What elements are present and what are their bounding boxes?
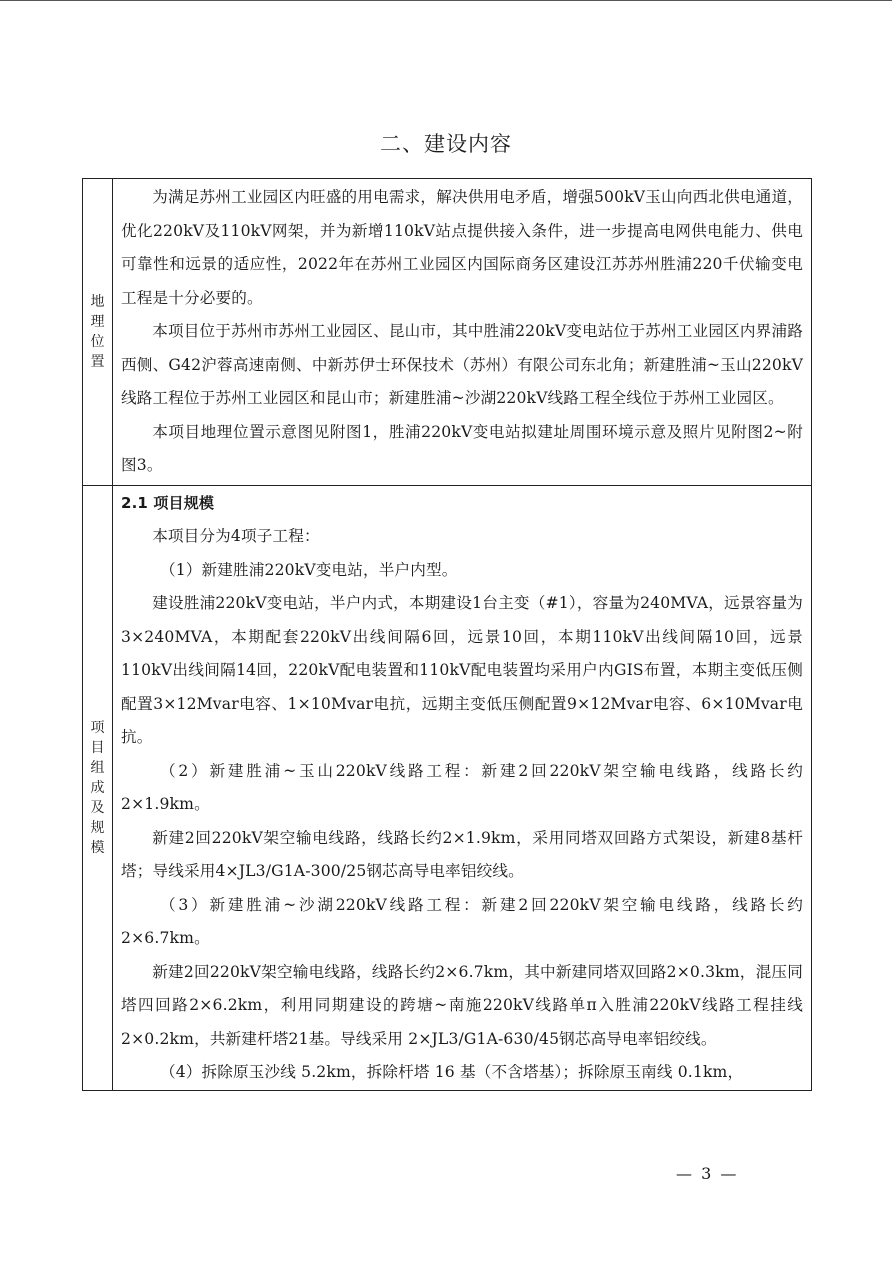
paragraph: （4）拆除原玉沙线 5.2km，拆除杆塔 16 基（不含塔基）；拆除原玉南线 0.1km， bbox=[160, 1063, 744, 1081]
label-char: 模 bbox=[90, 839, 105, 856]
label-char: 置 bbox=[90, 353, 105, 370]
label-char: 位 bbox=[90, 333, 105, 350]
paragraph: 本项目位于苏州市苏州工业园区、昆山市，其中胜浦220kV变电站位于苏州工业园区内界浦路西侧、G42沪蓉高速南侧、中新苏伊士环保技术（苏州）有限公司东北角；新建胜浦~玉山220kV线路工程位于苏州工业园区和昆山市；新建胜浦~沙湖220kV线路工程全线位于苏州工业园区。 bbox=[121, 322, 803, 407]
paragraph: 本项目分为4项子工程： bbox=[152, 527, 320, 545]
paragraph: 新建2回220kV架空输电线路，线路长约2×6.7km，其中新建同塔双回路2×0.3km，混压同塔四回路2×6.2km，利用同期建设的跨塘~南施220kV线路单π入胜浦220kV线路工程挂线2×0.2km，共新建杆塔21基。导线采用 2×JL3/G1A-630/45钢芯高导电率铝绞线。 bbox=[121, 962, 803, 1048]
paragraph: （1）新建胜浦220kV变电站，半户内型。 bbox=[160, 560, 458, 579]
content-table bbox=[82, 178, 812, 1091]
paragraph: 建设胜浦220kV变电站，半户内式，本期建设1台主变（#1），容量为240MVA，远景容量为3×240MVA，本期配套220kV出线间隔6回，远景10回，本期110kV出线间隔10回，远景110kV出线间隔14回，220kV配电装置和110kV配电装置均采用户内GIS布置，本期主变低压侧配置3×12Mvar电容、1×10Mvar电抗，远期主变低压侧配置9×12Mvar电容、6×10Mvar电抗。 bbox=[121, 594, 803, 746]
section-title: 二、建设内容 bbox=[380, 132, 512, 156]
paragraph: 为满足苏州工业园区内旺盛的用电需求，解决供用电矛盾，增强500kV玉山向西北供电通道，优化220kV及110kV网架，并为新增110kV站点提供接入条件，进一步提高电网供电能力、供电可靠性和远景的适应性，2022年在苏州工业园区内国际商务区建设江苏苏州胜浦220千伏输变电工程是十分必要的。 bbox=[121, 188, 803, 307]
row-label-location bbox=[83, 179, 113, 486]
table-row-location bbox=[83, 179, 812, 486]
paragraph: （2）新建胜浦~玉山220kV线路工程：新建2回220kV架空输电线路，线路长约2×1.9km。 bbox=[121, 761, 803, 813]
label-char: 成 bbox=[90, 779, 105, 796]
label-char: 及 bbox=[90, 799, 105, 816]
table-row-scale bbox=[83, 485, 812, 1090]
subsection-heading: 2.1 项目规模 bbox=[121, 493, 214, 512]
row-label-scale bbox=[83, 485, 113, 1090]
paragraph: 本项目地理位置示意图见附图1，胜浦220kV变电站拟建址周围环境示意及照片见附图2~附图3。 bbox=[121, 422, 803, 474]
label-char: 项 bbox=[90, 719, 105, 736]
label-char: 理 bbox=[90, 313, 105, 330]
label-char: 组 bbox=[90, 759, 105, 776]
top-border-line bbox=[0, 0, 892, 1]
paragraph: （3）新建胜浦~沙湖220kV线路工程：新建2回220kV架空输电线路，线路长约2×6.7km。 bbox=[121, 895, 803, 947]
label-char: 规 bbox=[90, 819, 105, 836]
label-char: 地 bbox=[90, 293, 105, 310]
row-content-location bbox=[113, 179, 812, 486]
row-content-scale bbox=[113, 485, 812, 1090]
page-number: — 3 — bbox=[676, 1164, 739, 1183]
label-char: 目 bbox=[90, 739, 105, 756]
paragraph: 新建2回220kV架空输电线路，线路长约2×1.9km，采用同塔双回路方式架设，新建8基杆塔；导线采用4×JL3/G1A-300/25钢芯高导电率铝绞线。 bbox=[121, 828, 803, 880]
